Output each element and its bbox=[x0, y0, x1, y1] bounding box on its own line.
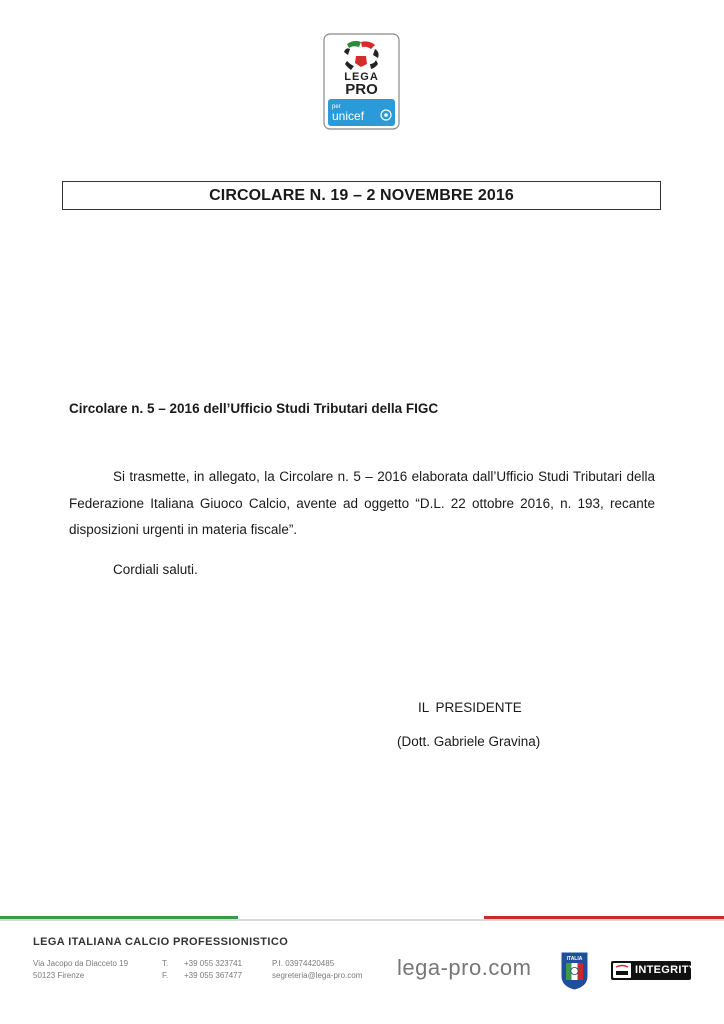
integrity-label: INTEGRITY bbox=[635, 964, 697, 976]
footer-email: segreteria@lega-pro.com bbox=[272, 971, 363, 980]
footer-fax: +39 055 367477 bbox=[184, 971, 243, 980]
footer-address-line2: 50123 Firenze bbox=[33, 971, 85, 980]
footer-website: lega-pro.com bbox=[397, 955, 532, 980]
svg-text:unicef: unicef bbox=[332, 109, 365, 123]
svg-text:PRO: PRO bbox=[345, 81, 378, 98]
footer-phone: +39 055 323741 bbox=[184, 959, 243, 968]
signature-title: IL PRESIDENTE bbox=[418, 700, 522, 715]
subject-line: Circolare n. 5 – 2016 dell’Ufficio Studi Tributari della FIGC bbox=[69, 401, 439, 416]
footer-vat-number: P.I. 03974420485 bbox=[272, 959, 335, 968]
circular-title-box bbox=[62, 181, 661, 210]
signature-name: (Dott. Gabriele Gravina) bbox=[397, 734, 541, 749]
figc-shield-icon bbox=[561, 952, 588, 990]
footer-phone-label: T. bbox=[162, 959, 169, 968]
footer-tricolor-stripe bbox=[0, 916, 724, 921]
svg-text:LEGA: LEGA bbox=[344, 71, 379, 83]
circular-title: CIRCOLARE N. 19 – 2 NOVEMBRE 2016 bbox=[209, 186, 514, 204]
svg-text:ITALIA: ITALIA bbox=[566, 956, 583, 962]
footer-fax-label: F. bbox=[162, 971, 169, 980]
integrity-badge bbox=[611, 961, 697, 980]
greeting: Cordiali saluti. bbox=[113, 562, 198, 577]
lega-pro-unicef-logo bbox=[323, 33, 400, 130]
footer-address-line1: Via Jacopo da Diacceto 19 bbox=[33, 959, 129, 968]
footer-org-name: LEGA ITALIANA CALCIO PROFESSIONISTICO bbox=[33, 936, 289, 948]
body-paragraph: Si trasmette, in allegato, la Circolare n. 5 – 2016 elaborata dall’Ufficio Studi Tributari della Federazione Italiana Giuoco Calcio, avente ad oggetto “D.L. 22 ottobre 2016, n. 193, recante disposizioni urgenti in materia fiscale”. bbox=[69, 469, 655, 537]
svg-text:per: per bbox=[332, 104, 341, 110]
